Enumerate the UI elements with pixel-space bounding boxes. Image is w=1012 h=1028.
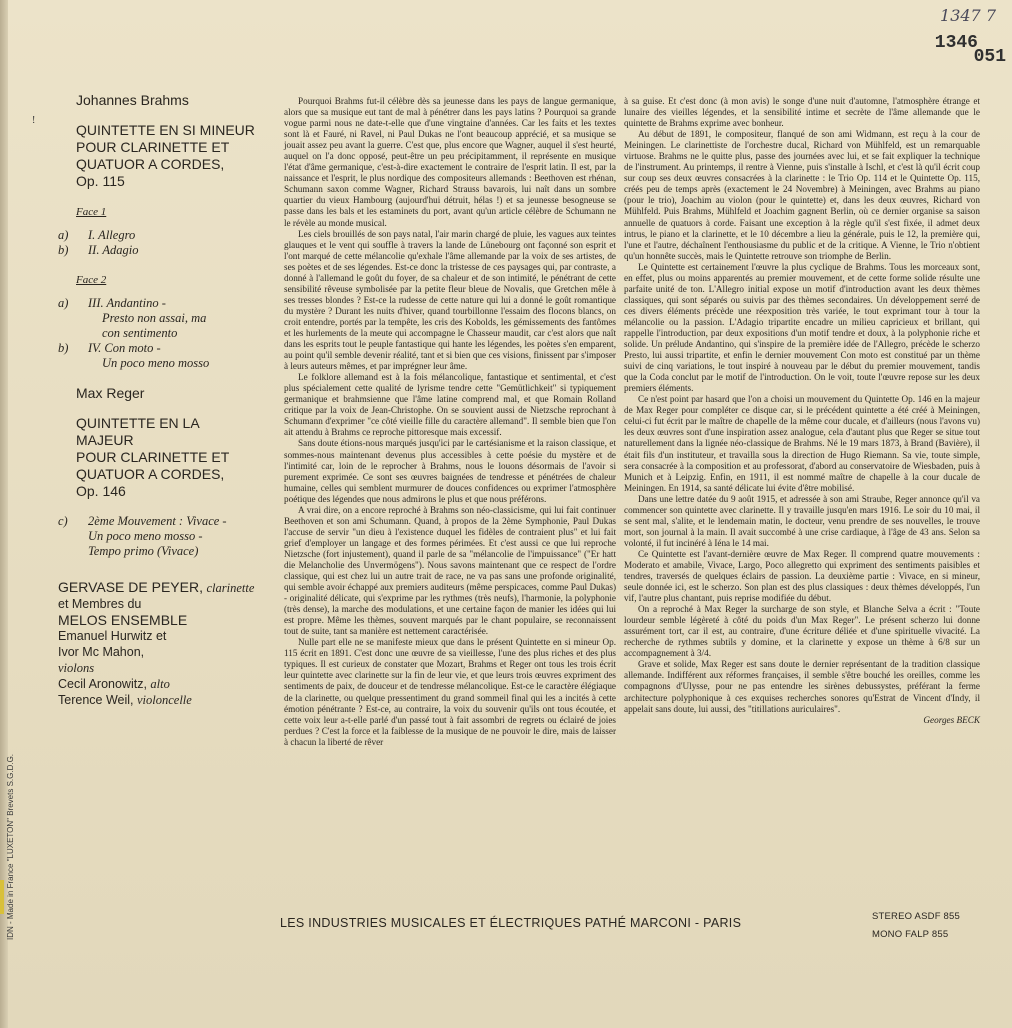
performer-name: Cecil Aronowitz, xyxy=(58,677,147,691)
tick-mark: ! xyxy=(32,115,36,126)
work-reger xyxy=(76,415,258,500)
movement xyxy=(58,296,258,371)
ensemble-name: MELOS ENSEMBLE xyxy=(58,612,188,628)
paragraph: Le Quintette est certainement l'œuvre la plus cyclique de Brahms. Tous les morceaux sont, en effet, plus ou moins apparentés au premier mouvement, et de cette forme solide résulte une parfaite unité de ton. L'Allegro initial expose un motif d'introduction avant les deux thèmes classiques, qui sont séparés ou suivis par des thèmes secondaires. Un développement serré de ces divers éléments précède une réexposition très variée, le tout exprimant tour à tour la mélancolie ou la passion. L'Adagio tripartite encadre un milieu capricieux et brillant, qui rappelle l'introduction, par deux expositions d'un motif tendre et doux, à la polyphonie riche et solide. Un prélude Andantino, qui s'inspire de la première idée de l'Allegro, précède le scherzo Presto, lui aussi tripartite, et enfin le dernier mouvement Con moto est constitué par un thème suivi de cinq variations, le tout inspiré à nouveau par le début du premier mouvement, tandis que la Coda conclut par le motif de l'introduction. On le voit, toute l'œuvre repose sur les deux premiers éléments. xyxy=(624,261,980,394)
performer-role: violoncelle xyxy=(136,693,192,707)
movement-title: I. Allegro xyxy=(88,228,136,242)
movement-label: a) xyxy=(58,228,69,242)
program-column xyxy=(58,92,258,708)
paragraph: Les ciels brouillés de son pays natal, l'air marin chargé de pluie, les vagues aux teintes glauques et le vent qui souffle à travers la lande de Lünebourg ont façonné son esprit et l'ont marqué de cette mélancolie qu'exhale l'âme allemande par la voix de ses artistes, de ses poètes et de ses légendes. Est-ce donc la tristesse de ces paysages qui, par contraste, a donné à l'allemand le goût du foyer, de sa chaleur et de son intimité, le pénétrant de cette sensibilité rêveuse symbolisée par la petite fleur bleue de Novalis, que Gretchen mêle à ses tresses blondes ? Est-ce la rudesse de cette nature qui lui a donné le goût romantique du mystère ? Durant les nuits d'hiver, quand tourbillonne l'essaim des flocons blancs, on croit entendre, portés par la tempête, les cris des Kobolds, les gémissements des fantômes et les hurlements de la meute qui accompagne le Chasseur maudit, car c'est alors que naît dans les esprits tout le peuple fantastique qui hante les légendes, les poètes s'en emparent, au point qu'il semble devenir réalité, tant et si bien que ces visions, finissent par s'imposer à leurs auteurs mêmes, et par imprégner leur âme. xyxy=(284,228,616,372)
paragraph: Au début de 1891, le compositeur, flanqué de son ami Widmann, est reçu à la cour de Meiningen. Le clarinettiste de l'orchestre ducal, Richard von Mühlfeld, est un remarquable virtuose. Brahms ne le quitte plus, passe des journées avec lui, et se fait expliquer la technique de l'instrument. Au printemps, il rentre à Vienne, puis s'installe à Ischl, et c'est là qu'il écrit coup sur coup ses deux œuvres consacrées à la clarinette : le Trio Op. 114 et le Quintette Op. 115, créés peu de temps après (exactement le 24 Novembre) à Meiningen, avec Brahms au piano (pour le trio), Joachim au violon (pour le quintette) et, dans les deux œuvres, Richard von Mühlfeld. Puis Brahms, Mühlfeld et Joachim gagnent Berlin, où ce dernier organise sa saison annuelle de quatuors à corde. Faisant une exception à la règle qu'il s'est fixée, il admet deux intrus, le piano et la clarinette, et le 10 décembre a lieu la générale, puis le 12, la première qui, l'une et l'autre, déchaînent l'enthousiasme du public et de la critique. A Vienne, le Trio n'obtient qu'un honnête succès, mais le Quintette retrouve son triomphe de Berlin. xyxy=(624,129,980,261)
movement-label: a) xyxy=(58,296,69,310)
work-title-line: POUR CLARINETTE ET xyxy=(76,139,230,155)
work-title-line: QUATUOR A CORDES, xyxy=(76,156,225,172)
mono-number: MONO FALP 855 xyxy=(871,929,949,940)
paragraph: à sa guise. Et c'est donc (à mon avis) le songe d'une nuit d'automne, l'atmosphère étrange et lunaire des vieilles légendes, et la sensibilité intime et secrète de l'âme allemande que le quintette de Brahms exprime avec bonheur. xyxy=(624,96,980,129)
performers xyxy=(58,579,258,708)
movement-label: b) xyxy=(58,243,69,257)
work-opus: Op. 115 xyxy=(76,173,125,189)
movement-subtitle: Un poco meno mosso xyxy=(102,356,210,370)
paragraph: Pourquoi Brahms fut-il célèbre dès sa jeunesse dans les pays de langue germanique, alors que sa musique eut tant de mal à pénétrer dans les pays latins ? Pourquoi sa grande vogue parmi nous ne date-t-elle que d'une vingtaine d'années. Car les faits et les textes sont là et Fauré, ni Ravel, ni Paul Dukas ne l'ont beaucoup apprécié, et sa musique se jouait assez peu avant la guerre. C'est que, plus encore que Wagner, auquel il s'est heurté, auquel on l'a donc opposé, peut-être un peu précipitamment, il représente en musique l'état d'âme germanique, c'est-à-dire exactement le contraire de l'esprit latin. Il est, par la naissance et l'esprit, le plus nordique des compositeurs allemands : Beethoven est rhénan, Schumann saxon comme Wagner, Richard Strauss bavarois, lui naît dans un sombre quartier du vieux Hambourg (aujourd'hui détruit, hélas !) et sa jeunesse besogneuse se passe dans les bals et les estaminets du port, avant qu'un article célèbre de Schumann ne le révèle au monde musical. xyxy=(284,96,616,228)
catalog-number xyxy=(935,6,1006,67)
author-signature: Georges BECK xyxy=(923,714,980,725)
liner-notes-column-1 xyxy=(284,96,616,748)
movement xyxy=(58,514,258,559)
paragraph: A vrai dire, on a encore reproché à Brahms son néo-classicisme, qui lui fait continuer Beethoven et son ami Schumann. Quand, à propos de la 2ème Symphonie, Paul Dukas l'accuse de servir "un dieu à l'existence duquel les fidèles de contraient plus" et lui fait grief d'employer un langage et des formes périmées. Et c'est aussi ce que lui reproche Nietzsche (fort injustement), quand il parle de sa "mélancolie de l'impuissance" ("Er hatt die Melancholie des Unvermögens"). Nous savons maintenant que ce respect de l'ordre classique, qui est chez lui un autre trait de race, ne va pas sans une profonde originalité, qui semble avoir échappé aux premiers auditeurs (même perspicaces, comme Paul Dukas) - originalité délicate, qui s'exprime par les rythmes (très neufs), l'harmonie, la polyphonie (très dense), la marche des modulations, et une certaine façon de manier les idées qui lui est propre. Même les thèmes, souvent marqués par le chant populaire, se reconnaissent tout de suite, tant sa manière est nettement caractérisée. xyxy=(284,504,616,637)
movement xyxy=(58,228,258,258)
paragraph: Sans doute étions-nous marqués jusqu'ici par le cartésianisme et la raison classique, et sommes-nous maintenant devenus plus accessibles à cette poésie du mystère et de l'intimité car, loin de le reprocher à Brahms, nous le louons désormais de l'avoir si purement exprimée. Ce sont ses œuvres baignées de tendresse et pénétrées de chaleur humaine, celles qui semblent murmurer de douces confidences ou exprimer l'atmosphère poétique des légendes que nous admirons le plus et que nous préférons. xyxy=(284,438,616,504)
work-brahms xyxy=(76,122,258,190)
work-opus: Op. 146 xyxy=(76,483,126,499)
movement-subtitle: Tempo primo (Vivace) xyxy=(88,544,199,558)
paragraph: Grave et solide, Max Reger est sans doute le dernier représentant de la tradition classique allemande. Indifférent aux réformes françaises, il semble s'être bouché les oreilles, comme les compagnons d'Ulysse, pour ne pas entendre les sirènes debussystes, préférant la ferme architecture polyphonique à ces exquises recherches sonores qu'Estrat de Vincent d'Indy, il appelait sans doute, lui aussi, des "titillations auriculaires". xyxy=(624,659,980,714)
performer-role: violons xyxy=(58,661,95,675)
catalog-number-top: 1346 xyxy=(934,33,978,53)
work-title-line: QUATUOR A CORDES, xyxy=(76,466,225,482)
movement-subtitle: Presto non assai, ma xyxy=(102,311,207,325)
yellow-tab-mark xyxy=(0,880,4,914)
performer-name: Emanuel Hurwitz et xyxy=(58,629,167,643)
face-2-heading: Face 2 xyxy=(76,274,107,286)
performer-role: alto xyxy=(150,677,170,691)
publisher-footer: LES INDUSTRIES MUSICALES ET ÉLECTRIQUES PATHÉ MARCONI - PARIS xyxy=(280,916,742,930)
composer-brahms: Johannes Brahms xyxy=(76,92,189,108)
liner-notes-column-2 xyxy=(624,96,980,726)
movement-title: 2ème Mouvement : Vivace - xyxy=(88,514,227,528)
side-manufacturing-note: IDN - Made in France "LUXETON" Brevets S.G.D.G. xyxy=(6,753,15,940)
composer-reger: Max Reger xyxy=(76,385,145,401)
performer-name: Ivor Mc Mahon, xyxy=(58,645,145,659)
movement-title: III. Andantino - xyxy=(88,296,166,310)
release-numbers xyxy=(872,908,960,944)
movement-label: b) xyxy=(58,341,69,355)
movement-title: IV. Con moto - xyxy=(88,341,161,355)
movement-title: II. Adagio xyxy=(88,243,139,257)
movement-subtitle: Un poco meno mosso - xyxy=(88,529,203,543)
paragraph: Nulle part elle ne se manifeste mieux que dans le présent Quintette en si mineur Op. 115 écrit en 1891. C'est donc une œuvre de sa vieillesse, l'une des plus riches et des plus typiques. Il est curieux de constater que Mozart, Brahms et Reger ont tous les trois écrit leur quintette avec clarinette sur la fin de leur vie, et que leurs trois œuvres expriment des sentiments de paix, de douceur et de tendresse mélancolique. Est-ce le caractère élégiaque de la clarinette, ou quelque pressentiment du grand sommeil final qui les a incités à cette émotion pénétrante ? Est-ce, au contraire, la voix du souvenir qu'ils ont tous écoutée, et cette voix leur a-t-elle parlé d'un passé tout à fait assombri de regrets ou éclairé de joies perdues ? C'est la force et la faiblesse de la musique de ne pouvoir le dire, mais de laisser à chacun la liberté de rêver xyxy=(284,637,616,747)
paragraph: Le folklore allemand est à la fois mélancolique, fantastique et sentimental, et c'est plus spécialement cette qualité de lyrisme tendre cette "Gemütlichkeit" si typiquement germanique et brahmsienne que l'âme latine comprend mal, et que Romain Rolland critique par la voix de Jean-Christophe. On se souvient aussi de Nietzsche reprochant à Schumann d'exprimer "ce côté vieille fille du caractère allemand". Il semble bien que l'on ait attendu à Brahms ce reproche pittoresque mais excessif. xyxy=(284,372,616,438)
soloist-name: GERVASE DE PEYER, xyxy=(58,579,203,595)
paragraph: Ce n'est point par hasard que l'on a choisi un mouvement du Quintette Op. 146 en la majeur de Max Reger pour compléter ce disque car, si le précédent quintette a été créé à Meiningen, celui-ci fut écrit par le maître de chapelle de la même cour ducale, et d'ailleurs (nous l'avons vu) les deux œuvres sont d'une inspiration assez analogue, cela d'autant plus que Reger se situe tout naturellement dans la lignée néo-classique de Brahms. Né le 19 mars 1873, à Brand (Bavière), il était fils d'un instituteur, et travailla sous la direction de Hugo Riemann. Sa vie, toute simple, sera consacrée à la composition et au professorat, d'abord au conservatoire de Wiesbaden, puis à Munich et à Leipzig. Enfin, en 1911, il est nommé maître de chapelle à la cour ducale de Meiningen. En 1914, sa santé délicate lui évite d'être mobilisé. xyxy=(624,394,980,493)
stereo-number: STEREO ASDF 855 xyxy=(871,911,960,922)
paragraph: Dans une lettre datée du 9 août 1915, et adressée à son ami Straube, Reger annonce qu'il va commencer son quintette avec clarinette. Il y travaille jusqu'en mars 1916. Le soir du 10 mai, il se sent mal, s'alite, et le lendemain matin, le docteur, venu prendre de ses nouvelles, le trouve mort, son journal à la main. Il avait succombé à une crise cardiaque, à l'âge de 43 ans. Selon sa volonté, il fut incinéré à Iéna le 14 mai. xyxy=(624,493,980,548)
paragraph: Ce Quintette est l'avant-dernière œuvre de Max Reger. Il comprend quatre mouvements : Moderato et amabile, Vivace, Largo, Poco allegretto qui expriment des sentiments paisibles et tendres, traversés de quelques éclairs de passion. La deuxième partie : Vivace, en si mineur, seule donnée ici, est le scherzo. Son plan est des plus classiques : deux thèmes développés, l'un vif, l'autre plus chantant, puis reprise modifiée du début. xyxy=(624,548,980,604)
face-1-heading: Face 1 xyxy=(76,206,107,218)
paragraph: On a reproché à Max Reger la surcharge de son style, et Blanche Selva a écrit : "Toute lourdeur semble légèreté à côté du poids d'un Max Reger". Le présent scherzo lui donne assurément tort, car il est, au contraire, d'une écriture déliée et d'une spirituelle vivacité. La recherche de rythmes subtils y domine, et la clarinette y expose un thème à 6/8 sur un accompagnement à 3/4. xyxy=(624,604,980,659)
work-title-line: POUR CLARINETTE ET xyxy=(76,449,230,465)
ensemble-intro: et Membres du xyxy=(58,597,142,611)
catalog-number-bottom: 051 xyxy=(973,47,1006,67)
movement-subtitle: con sentimento xyxy=(102,326,178,340)
movement-label: c) xyxy=(58,514,68,528)
performer-name: Terence Weil, xyxy=(58,693,134,707)
handwritten-note: 1347 7 xyxy=(940,6,996,25)
work-title-line: QUINTETTE EN SI MINEUR xyxy=(76,122,255,138)
work-title-line: QUINTETTE EN LA MAJEUR xyxy=(76,415,199,448)
soloist-role: clarinette xyxy=(206,581,255,595)
